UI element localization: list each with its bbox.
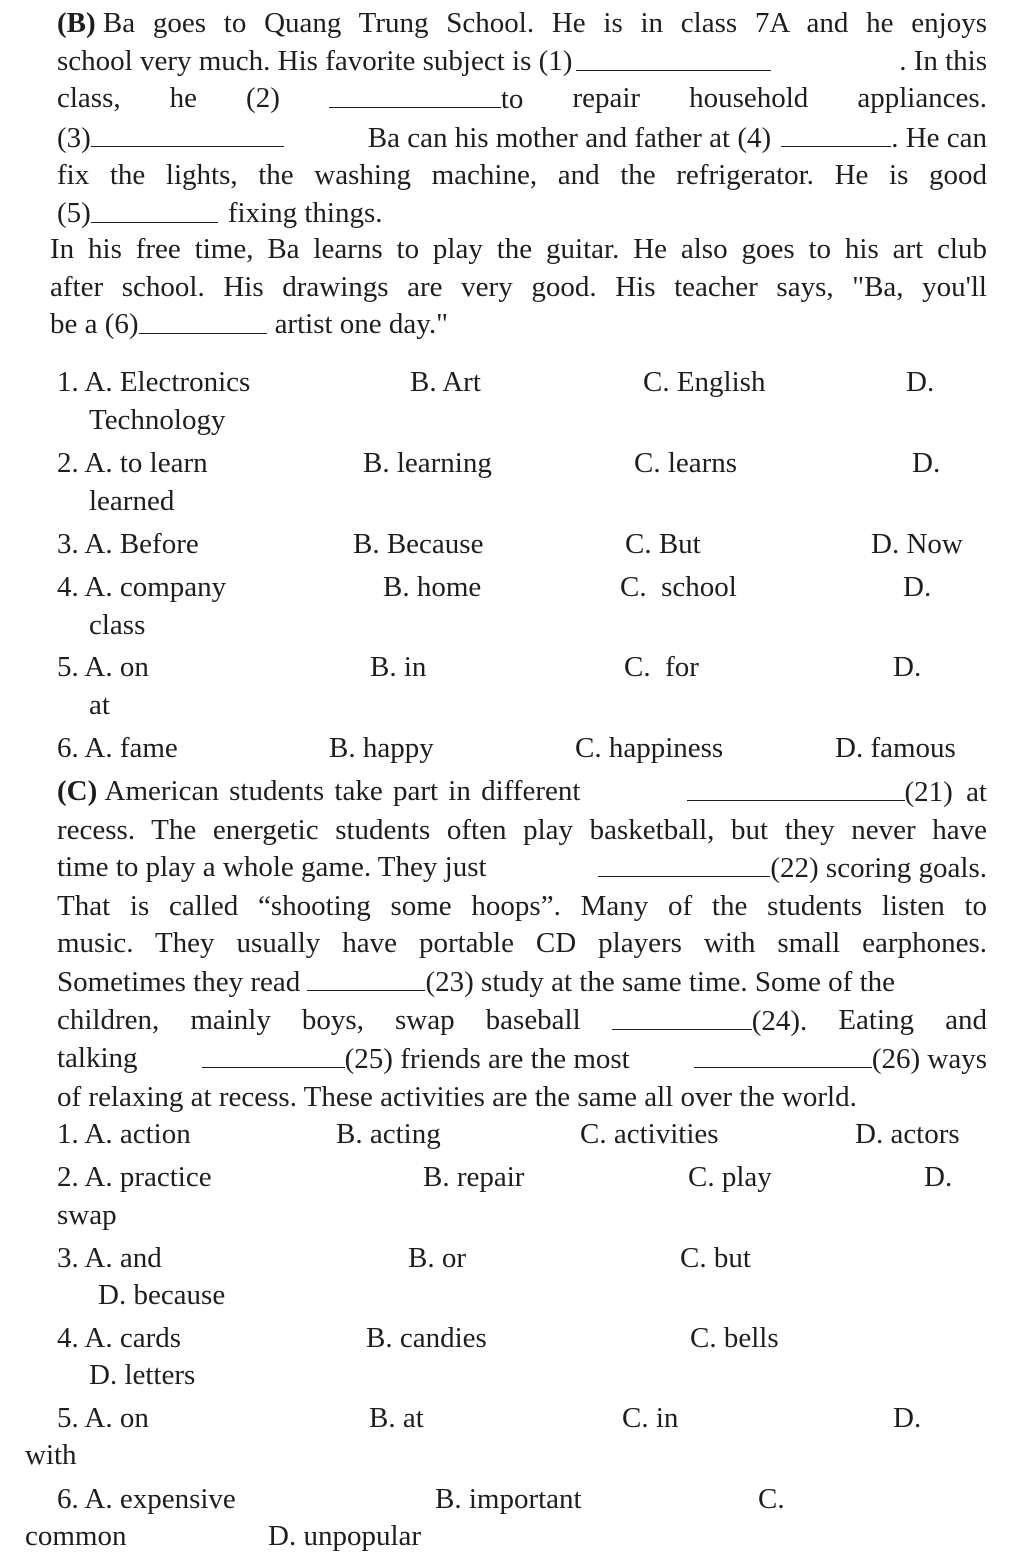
option-b[interactable]: B. acting [336,1118,441,1150]
section-b-paragraph-2 [50,231,987,344]
blank-25[interactable] [202,1040,345,1068]
question-c-1 [0,1116,1024,1156]
option-a[interactable]: 3. A. Before [57,528,199,560]
option-b[interactable]: B. repair [423,1161,525,1193]
option-a[interactable]: 5. A. on [57,651,149,683]
option-b[interactable]: B. learning [363,447,492,479]
option-a[interactable]: 1. A. Electronics [57,366,251,398]
option-d[interactable]: D. famous [835,732,956,764]
option-c[interactable]: C. [758,1483,785,1515]
blank-21[interactable] [687,773,905,801]
blank-4[interactable] [781,119,891,147]
blank-23[interactable] [307,963,425,991]
option-b[interactable]: B. candies [366,1322,487,1354]
text-line: school very much. His favorite subject is (1) . In this [57,44,987,77]
option-d-continued: with [25,1439,77,1471]
option-d[interactable]: D. letters [89,1359,196,1391]
text-line: talking (25) friends are the most (26) ways [57,1042,987,1076]
option-d[interactable]: D. [906,366,935,398]
option-c[interactable]: C. happiness [575,732,724,764]
option-c[interactable]: C. for [624,651,699,683]
blank-26[interactable] [694,1040,872,1068]
option-b[interactable]: B. important [435,1483,582,1515]
text-line: (3) Ba can his mother and father at (4) . He can [57,119,987,158]
blank-3[interactable] [91,119,284,147]
option-c[interactable]: C. activities [580,1118,719,1150]
question-b-6 [0,730,1024,770]
text-line: class, he (2) to repair household appliances. [57,82,987,116]
text-line: recess. The energetic students often play basketball, but they never have [57,813,987,846]
option-d-continued: swap [57,1199,117,1231]
option-a[interactable]: 6. A. expensive [57,1483,236,1515]
question-c-2 [0,1159,1024,1231]
question-b-2 [0,445,1024,517]
text-line: be a (6) artist one day." [50,308,448,341]
blank-2[interactable] [329,80,501,108]
option-d-continued: class [89,609,146,641]
option-a[interactable]: 3. A. and [57,1242,162,1274]
option-d[interactable]: D. [912,447,941,479]
text-line: music. They usually have portable CD players with small earphones. [57,927,987,960]
option-a[interactable]: 4. A. cards [57,1322,182,1354]
question-b-5 [0,649,1024,721]
option-a[interactable]: 2. A. to learn [57,447,208,479]
option-a[interactable]: 5. A. on [57,1402,149,1434]
option-b[interactable]: B. Because [353,528,484,560]
option-d[interactable]: D. [893,651,922,683]
blank-5[interactable] [91,195,218,223]
option-b[interactable]: B. home [383,571,482,603]
text-line: time to play a whole game. They just (22) scoring goals. [57,851,987,885]
option-a[interactable]: 6. A. fame [57,732,178,764]
question-b-1 [0,364,1024,436]
text-line: In his free time, Ba learns to play the guitar. He also goes to his art club [50,233,987,265]
option-d-continued: at [89,689,110,721]
option-d[interactable]: D. because [98,1279,226,1311]
text-line: That is called “shooting some hoops”. Many of the students listen to [57,889,987,922]
text-line: (C) American students take part in different (21) at [57,775,987,808]
section-b-label: (B) [57,7,96,39]
option-b[interactable]: B. Art [410,366,481,398]
question-b-4 [0,569,1024,641]
blank-6[interactable] [139,306,267,334]
option-c[interactable]: C. But [625,528,701,560]
question-c-5 [0,1400,1024,1471]
option-d[interactable]: D. Now [871,528,963,560]
question-b-3 [0,526,1024,566]
option-d[interactable]: D. [924,1161,953,1193]
option-b[interactable]: B. at [369,1402,424,1434]
option-c[interactable]: C. but [680,1242,751,1274]
option-c[interactable]: C. bells [690,1322,779,1354]
option-c[interactable]: C. school [620,571,737,603]
option-c[interactable]: C. learns [634,447,738,479]
question-c-3 [0,1240,1024,1311]
text-line: fix the lights, the washing machine, and the refrigerator. He is good [57,159,987,192]
option-d-continued: learned [89,485,175,517]
option-c-continued: common [25,1520,127,1552]
text-line: (B) Ba goes to Quang Trung School. He is in class 7A and he enjoys [57,5,987,43]
text-line: after school. His drawings are very good. His teacher says, "Ba, you'll [50,270,987,303]
question-c-6 [0,1481,1024,1552]
option-d[interactable]: D. unpopular [268,1520,422,1552]
option-a[interactable]: 4. A. company [57,571,227,603]
option-d[interactable]: D. [893,1402,922,1434]
option-d[interactable]: D. actors [855,1118,960,1150]
text-line: of relaxing at recess. These activities are the same all over the world. [57,1080,857,1113]
text-line: (5) fixing things. [57,196,383,229]
option-a[interactable]: 1. A. action [57,1118,191,1150]
text-line: children, mainly boys, swap baseball (24). Eating and [57,1003,987,1037]
text-line: Sometimes they read (23) study at the same time. Some of the [57,963,987,1002]
option-b[interactable]: B. or [408,1242,466,1274]
section-b-paragraph [57,5,987,233]
option-a[interactable]: 2. A. practice [57,1161,212,1193]
option-d[interactable]: D. [903,571,932,603]
option-c[interactable]: C. English [643,366,766,398]
option-a-continued: Technology [89,404,226,436]
option-b[interactable]: B. happy [329,732,434,764]
blank-24[interactable] [612,1002,752,1030]
section-c-paragraph [57,773,987,1116]
blank-22[interactable] [598,849,770,877]
option-b[interactable]: B. in [370,651,427,683]
section-c-label: (C) [57,775,98,807]
blank-1[interactable] [576,43,771,71]
option-c[interactable]: C. in [622,1402,679,1434]
question-c-4 [0,1320,1024,1391]
option-c[interactable]: C. play [688,1161,772,1193]
